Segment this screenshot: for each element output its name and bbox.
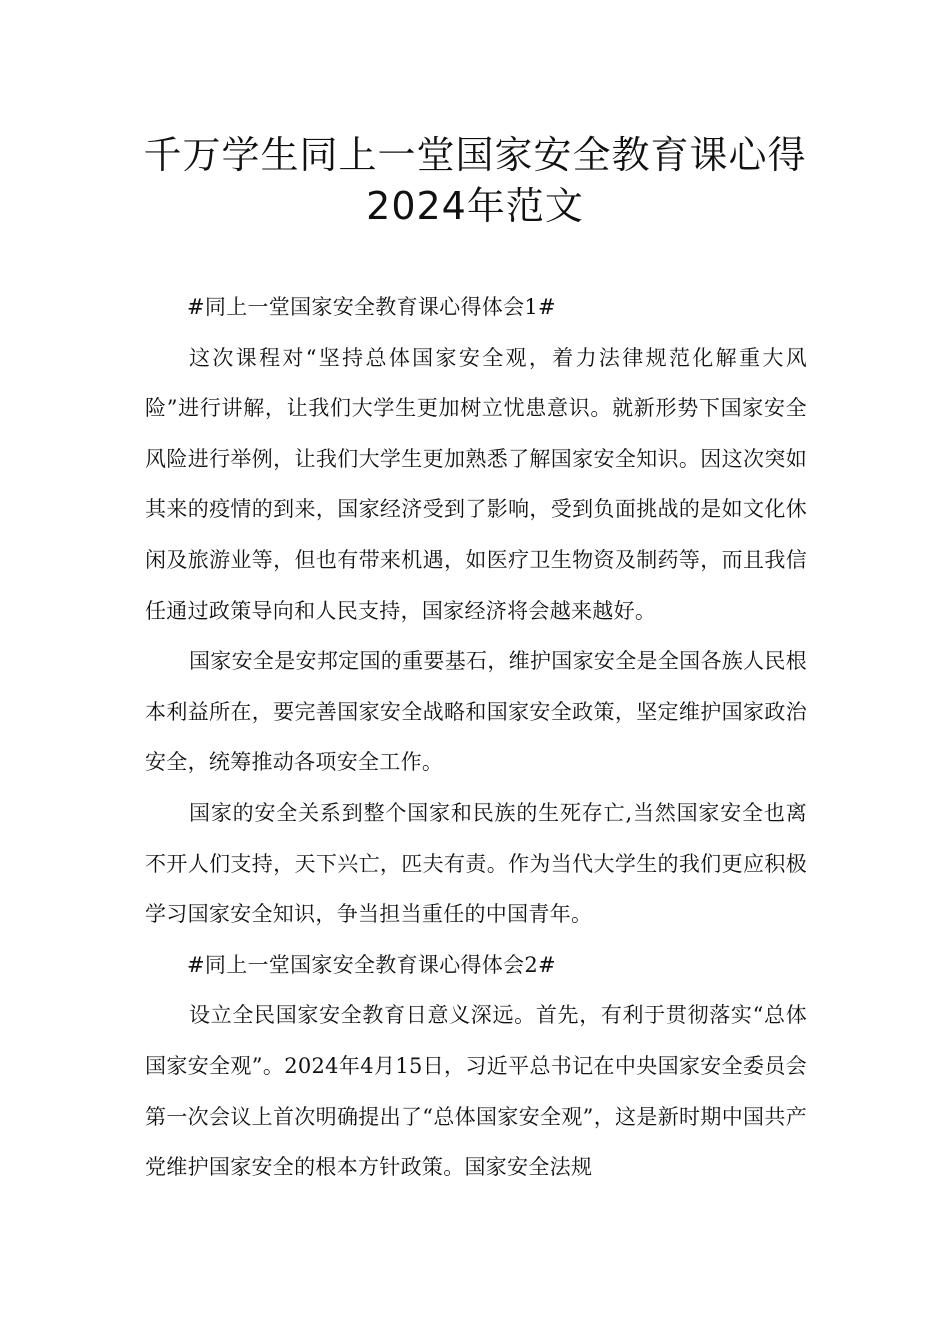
paragraph-4: 设立全民国家安全教育日意义深远。首先，有利于贯彻落实“总体国家安全观”。2024年4月15日，习近平总书记在中央国家安全委员会第一次会议上首次明确提出了“总体国家安全观”，这是新时期中国共产党维护国家安全的根本方针政策。国家安全法规 <box>145 1003 807 1180</box>
section-heading-1: #同上一堂国家安全教育课心得体会1# <box>187 295 556 319</box>
paragraph-1: 这次课程对“坚持总体国家安全观，着力法律规范化解重大风险”进行讲解，让我们大学生更加树立忧患意识。就新形势下国家安全风险进行举例，让我们大学生更加熟悉了解国家安全知识。因这次突如其来的疫情的到来，国家经济受到了影响，受到负面挑战的是如文化休闲及旅游业等，但也有带来机遇，如医疗卫生物资及制药等，而且我信任通过政策导向和人民支持，国家经济将会越来越好。 <box>145 345 807 623</box>
section-heading-2: #同上一堂国家安全教育课心得体会2# <box>187 952 556 977</box>
document-title-line-2: 2024年范文 <box>366 184 584 228</box>
document-title-line-1: 千万学生同上一堂国家安全教育课心得 <box>143 133 807 177</box>
document-body <box>145 282 807 1193</box>
paragraph-3: 国家的安全关系到整个国家和民族的生死存亡,当然国家安全也离不开人们支持，天下兴亡，匹夫有责。作为当代大学生的我们更应积极学习国家安全知识，争当担当重任的中国青年。 <box>145 800 807 927</box>
paragraph-2: 国家安全是安邦定国的重要基石，维护国家安全是全国各族人民根本利益所在，要完善国家安全战略和国家安全政策，坚定维护国家政治安全，统筹推动各项安全工作。 <box>145 649 807 775</box>
